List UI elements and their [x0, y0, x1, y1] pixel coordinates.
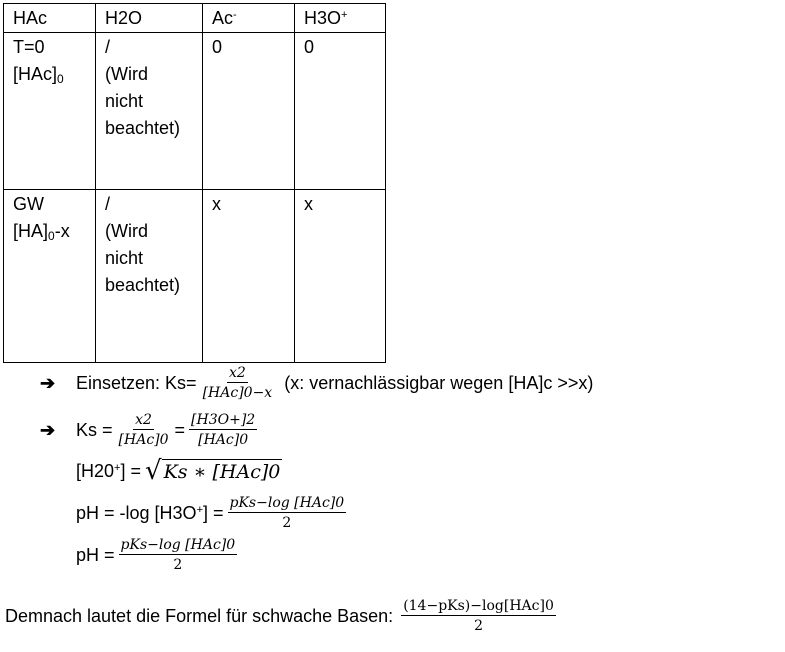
h20-equals: ] =: [120, 460, 141, 481]
radical-sign-icon: √: [144, 456, 162, 486]
bases-formula-label: Demnach lautet die Formel für schwache Basen:: [5, 605, 394, 626]
ks-label: Ks =: [76, 419, 113, 440]
cell-gw-hac: GW [HA]0-x: [4, 190, 96, 363]
equation-line-ks: [40, 412, 261, 448]
equals-sign: =: [174, 419, 186, 440]
ph-label: pH =: [76, 544, 115, 565]
equation-line-ks-insert: [40, 365, 593, 401]
equation-line-h20: [76, 458, 282, 484]
cell-t0-h3o: 0: [295, 33, 386, 190]
ph-equals: ] =: [203, 502, 224, 523]
table-header-row: [4, 4, 386, 33]
table-row-gw: [4, 190, 386, 363]
h20-label: [H20: [76, 460, 115, 481]
header-h3o: H3O+: [295, 4, 386, 33]
equation-line-ph-2: [76, 537, 241, 573]
ph-fraction-1: $\frac{\text{pKs−log [HAc]0}}{2}$: [229, 495, 345, 531]
radicand: Ks ∗ [HAc]0: [163, 461, 281, 483]
cell-gw-ac: x: [203, 190, 295, 363]
ks-fraction-2: $\frac{[H3O+]2}{\text{[HAc]0}}$: [191, 412, 256, 448]
cell-t0-ac: 0: [203, 33, 295, 190]
arrow-bullet-icon: ➔: [40, 372, 56, 393]
square-root: [145, 458, 282, 484]
ph-log-label: pH = -log [H3O: [76, 502, 197, 523]
cell-t0-hac: T=0 [HAc]0: [4, 33, 96, 190]
table-row-t0: [4, 33, 386, 190]
ks-fraction: $\frac{x2}{\text{[HAc]0−x}}$: [202, 365, 273, 401]
arrow-bullet-icon: ➔: [40, 419, 56, 440]
cell-gw-h3o: x: [295, 190, 386, 363]
cell-t0-h2o: / (Wird nicht beachtet): [96, 33, 203, 190]
h3o-charge: +: [196, 504, 203, 516]
header-h3o-charge: +: [341, 9, 348, 21]
equation-line-bases: [5, 598, 560, 634]
negligible-note: (x: vernachlässigbar wegen [HA]c >>x): [284, 372, 594, 393]
header-h2o: H2O: [96, 4, 203, 33]
equation-line-ph-1: [76, 495, 350, 531]
ks-fraction-1: $\frac{x2}{\text{[HAc]0}}$: [118, 412, 169, 448]
ice-table: [3, 3, 386, 363]
header-hac: HAc: [4, 4, 96, 33]
header-ac: Ac-: [203, 4, 295, 33]
ks-insert-label: Einsetzen: Ks=: [76, 372, 197, 393]
bases-fraction: $\frac{\text{(14−pKs)−log[HAc]0}}{2}$: [403, 598, 554, 634]
cell-gw-h2o: / (Wird nicht beachtet): [96, 190, 203, 363]
header-ac-charge: -: [233, 9, 237, 21]
ph-fraction-2: $\frac{\text{pKs−log [HAc]0}}{2}$: [120, 537, 236, 573]
h20-charge: +: [114, 462, 121, 474]
